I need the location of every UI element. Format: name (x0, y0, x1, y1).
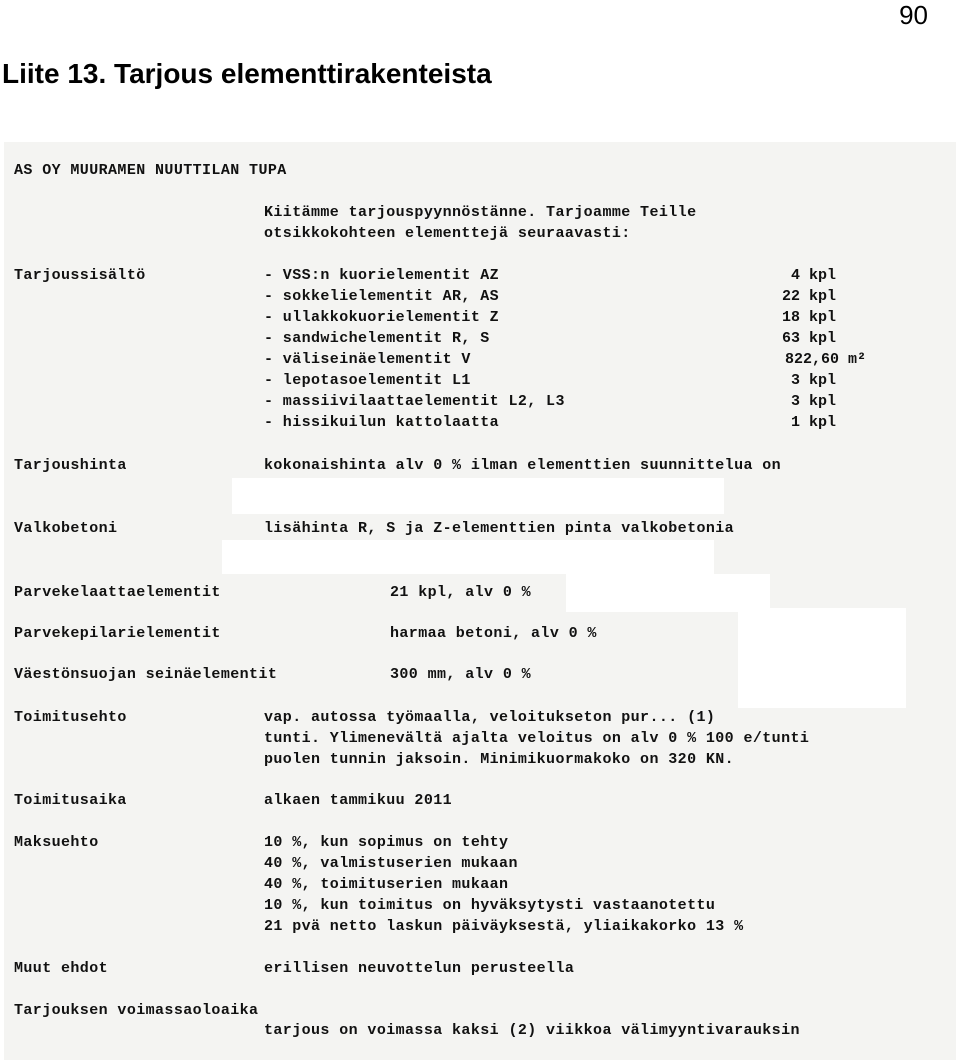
delivery-terms-line: vap. autossa työmaalla, veloitukseton pur... (1) (264, 709, 716, 726)
item-qty: 4 kpl (790, 267, 836, 284)
page-title: Liite 13. Tarjous elementtirakenteista (2, 58, 492, 89)
white-concrete-label: Valkobetoni (14, 520, 118, 537)
shelter-text: 300 mm, alv 0 % (390, 666, 532, 683)
balcony-slab-label: Parvekelaattaelementit (14, 584, 221, 601)
redacted-price-box (222, 540, 714, 574)
payment-term: 10 %, kun sopimus on tehty (264, 834, 509, 851)
project-title: AS OY MUURAMEN NUUTTILAN TUPA (14, 162, 287, 179)
price-label: Tarjoushinta (14, 457, 127, 474)
payment-label: Maksuehto (14, 834, 99, 851)
redacted-price-box (738, 608, 906, 708)
content-label: Tarjoussisältö (14, 267, 146, 284)
delivery-terms-line: puolen tunnin jaksoin. Minimikuormakoko on 320 KN. (264, 751, 735, 768)
item-name: - hissikuilun kattolaatta (264, 414, 500, 431)
item-name: - sandwichelementit R, S (264, 330, 490, 347)
item-qty: 1 kpl (790, 414, 836, 431)
payment-term: 40 %, toimituserien mukaan (264, 876, 509, 893)
price-text: kokonaishinta alv 0 % ilman elementtien suunnittelua on (264, 457, 782, 474)
validity-label: Tarjouksen voimassaoloaika (14, 1002, 259, 1019)
intro-line-2: otsikkokohteen elementtejä seuraavasti: (264, 225, 631, 242)
scanned-offer-document (4, 142, 956, 1060)
item-name: - väliseinäelementit V (264, 351, 471, 368)
other-terms: erillisen neuvottelun perusteella (264, 960, 575, 977)
item-qty: 3 kpl (790, 393, 836, 410)
payment-term: 40 %, valmistuserien mukaan (264, 855, 518, 872)
balcony-column-text: harmaa betoni, alv 0 % (390, 625, 597, 642)
item-name: - VSS:n kuorielementit AZ (264, 267, 500, 284)
delivery-terms (264, 709, 809, 772)
balcony-slab-text: 21 kpl, alv 0 % (390, 584, 532, 601)
item-qty: 18 kpl (781, 309, 836, 326)
payment-terms (264, 834, 743, 939)
redacted-price-box (566, 574, 770, 612)
delivery-terms-label: Toimitusehto (14, 709, 127, 726)
validity-text: tarjous on voimassa kaksi (2) viikkoa välimyyntivarauksin (264, 1022, 800, 1039)
delivery-terms-line: tunti. Ylimenevältä ajalta veloitus on alv 0 % 100 e/tunti (264, 730, 810, 747)
item-qty: 822,60 m² (784, 351, 866, 368)
item-qty: 63 kpl (781, 330, 836, 347)
delivery-time: alkaen tammikuu 2011 (264, 792, 453, 809)
item-name: - massiivilaattaelementit L2, L3 (264, 393, 565, 410)
delivery-time-label: Toimitusaika (14, 792, 127, 809)
payment-term: 10 %, kun toimitus on hyväksytysti vastaanotettu (264, 897, 716, 914)
intro-line-1: Kiitämme tarjouspyynnöstänne. Tarjoamme Teille (264, 204, 697, 221)
redacted-price-box (232, 478, 724, 514)
white-concrete-text: lisähinta R, S ja Z-elementtien pinta valkobetonia (264, 520, 735, 537)
item-name: - sokkelielementit AR, AS (264, 288, 500, 305)
item-qty: 3 kpl (790, 372, 836, 389)
other-terms-label: Muut ehdot (14, 960, 109, 977)
item-qty: 22 kpl (781, 288, 836, 305)
item-name: - ullakkokuorielementit Z (264, 309, 500, 326)
balcony-column-label: Parvekepilarielementit (14, 625, 221, 642)
item-name: - lepotasoelementit L1 (264, 372, 471, 389)
payment-term: 21 pvä netto laskun päiväyksestä, yliaikakorko 13 % (264, 918, 744, 935)
page-number: 90 (899, 0, 928, 30)
shelter-label: Väestönsuojan seinäelementit (14, 666, 278, 683)
